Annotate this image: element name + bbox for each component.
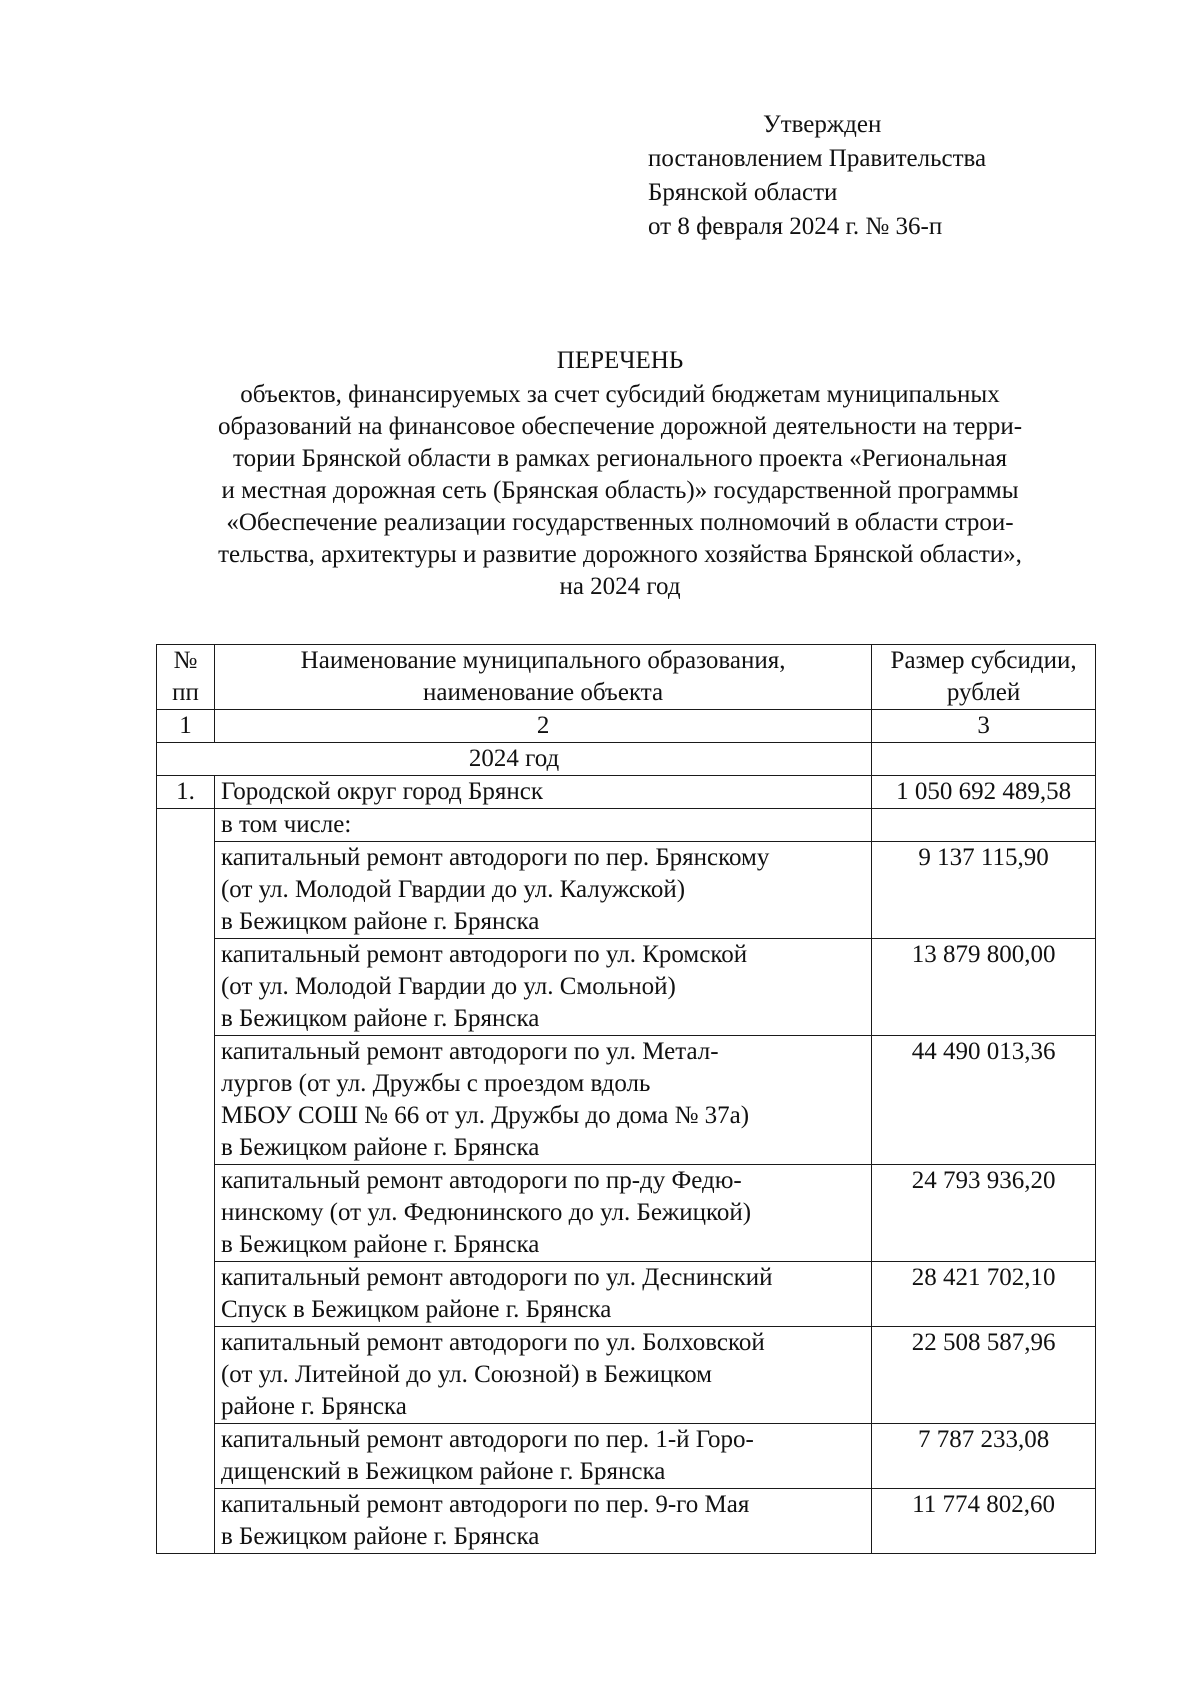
including-amount-blank bbox=[872, 809, 1096, 842]
header-amount: Размер субсидии, рублей bbox=[872, 645, 1096, 710]
table-row bbox=[157, 1262, 1096, 1327]
object-amount: 7 787 233,08 bbox=[872, 1424, 1096, 1489]
object-name: капитальный ремонт автодороги по пер. Брянскому (от ул. Молодой Гвардии до ул. Калужской) в Бежицком районе г. Брянска bbox=[214, 842, 871, 939]
object-amount: 9 137 115,90 bbox=[872, 842, 1096, 939]
object-name: капитальный ремонт автодороги по ул. Болховской (от ул. Литейной до ул. Союзной) в Бежицком районе г. Брянска bbox=[214, 1327, 871, 1424]
heading-line: на 2024 год bbox=[559, 573, 681, 600]
document-heading bbox=[150, 345, 1090, 603]
column-number: 3 bbox=[872, 710, 1096, 743]
object-name: капитальный ремонт автодороги по пр-ду Федю- нинскому (от ул. Федюнинского до ул. Бежицкой) в Бежицком районе г. Брянска bbox=[214, 1165, 871, 1262]
municipality-number: 1. bbox=[157, 776, 215, 809]
year-amount-blank bbox=[872, 743, 1096, 776]
approval-line-3: Брянской области bbox=[648, 179, 838, 206]
municipality-amount: 1 050 692 489,58 bbox=[872, 776, 1096, 809]
table-row bbox=[157, 1036, 1096, 1165]
object-name: капитальный ремонт автодороги по пер. 1-й Горо- дищенский в Бежицком районе г. Брянска bbox=[214, 1424, 871, 1489]
year-row bbox=[157, 743, 1096, 776]
object-amount: 44 490 013,36 bbox=[872, 1036, 1096, 1165]
approval-line-4: от 8 февраля 2024 г. № 36-п bbox=[648, 213, 943, 240]
table-header-row bbox=[157, 645, 1096, 710]
object-amount: 28 421 702,10 bbox=[872, 1262, 1096, 1327]
table-row bbox=[157, 939, 1096, 1036]
municipality-name: Городской округ город Брянск bbox=[214, 776, 871, 809]
column-number: 2 bbox=[214, 710, 871, 743]
object-amount: 22 508 587,96 bbox=[872, 1327, 1096, 1424]
object-name: капитальный ремонт автодороги по ул. Кромской (от ул. Молодой Гвардии до ул. Смольной) в Бежицком районе г. Брянска bbox=[214, 939, 871, 1036]
column-number-row bbox=[157, 710, 1096, 743]
table-row bbox=[157, 842, 1096, 939]
number-blank-cell bbox=[157, 809, 215, 1554]
header-number: № пп bbox=[157, 645, 215, 710]
approval-line-1: Утвержден bbox=[763, 111, 882, 138]
heading-line: «Обеспечение реализации государственных полномочий в области строи- bbox=[226, 509, 1014, 536]
approval-line-2: постановлением Правительства bbox=[648, 145, 987, 172]
heading-line: образований на финансовое обеспечение дорожной деятельности на терри- bbox=[217, 413, 1023, 440]
table-row bbox=[157, 1489, 1096, 1554]
object-name: капитальный ремонт автодороги по ул. Метал- лургов (от ул. Дружбы с проездом вдоль МБОУ СОШ № 66 от ул. Дружбы до дома № 37а) в Бежицком районе г. Брянска bbox=[214, 1036, 871, 1165]
subsidy-table bbox=[156, 644, 1096, 1554]
heading-line: тории Брянской области в рамках регионального проекта «Региональная bbox=[233, 445, 1007, 472]
table-row bbox=[157, 1165, 1096, 1262]
column-number: 1 bbox=[157, 710, 215, 743]
object-amount: 13 879 800,00 bbox=[872, 939, 1096, 1036]
header-name: Наименование муниципального образования, наименование объекта bbox=[214, 645, 871, 710]
table-row bbox=[157, 1327, 1096, 1424]
document-title: ПЕРЕЧЕНЬ bbox=[556, 347, 684, 374]
heading-line: тельства, архитектуры и развитие дорожного хозяйства Брянской области», bbox=[218, 541, 1022, 568]
object-name: капитальный ремонт автодороги по ул. Деснинский Спуск в Бежицком районе г. Брянска bbox=[214, 1262, 871, 1327]
object-amount: 11 774 802,60 bbox=[872, 1489, 1096, 1554]
object-amount: 24 793 936,20 bbox=[872, 1165, 1096, 1262]
heading-line: объектов, финансируемых за счет субсидий бюджетам муниципальных bbox=[240, 381, 1000, 408]
approval-stamp bbox=[648, 108, 986, 244]
table-row bbox=[157, 1424, 1096, 1489]
object-name: капитальный ремонт автодороги по пер. 9-го Мая в Бежицком районе г. Брянска bbox=[214, 1489, 871, 1554]
municipality-row bbox=[157, 776, 1096, 809]
year-label: 2024 год bbox=[157, 743, 872, 776]
including-row bbox=[157, 809, 1096, 842]
including-label: в том числе: bbox=[214, 809, 871, 842]
heading-line: и местная дорожная сеть (Брянская область)» государственной программы bbox=[221, 477, 1019, 504]
